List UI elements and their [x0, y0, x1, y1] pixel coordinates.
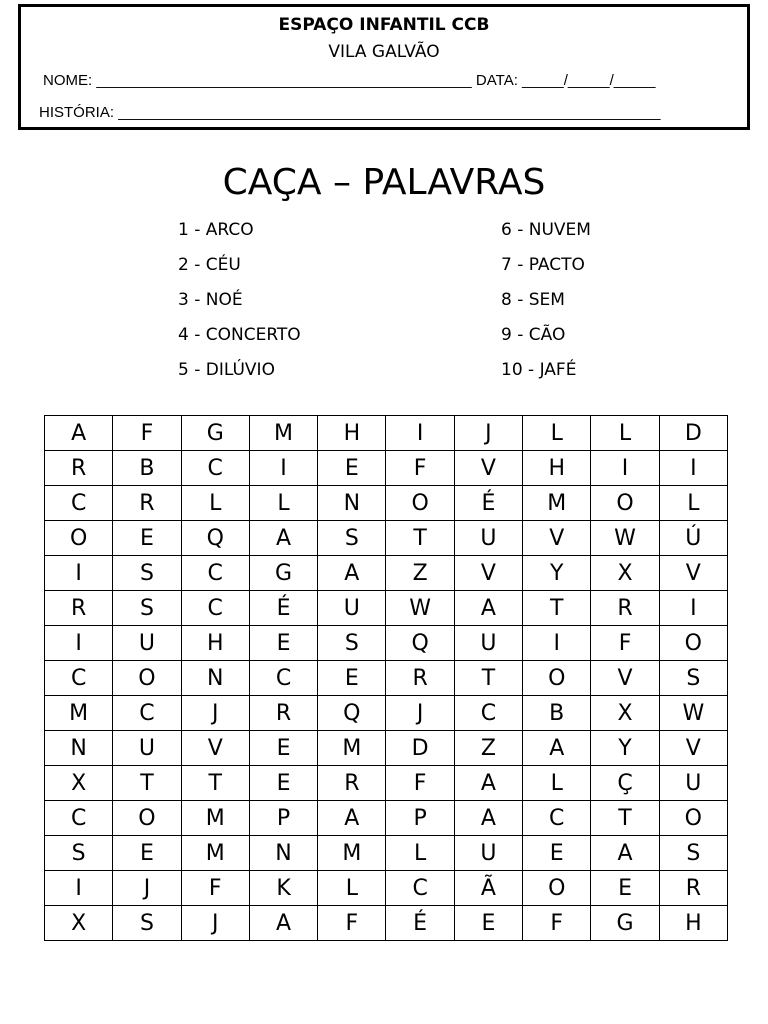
- grid-cell[interactable]: C: [45, 661, 113, 696]
- grid-cell[interactable]: É: [386, 906, 454, 941]
- grid-cell[interactable]: C: [249, 661, 317, 696]
- grid-cell[interactable]: V: [659, 731, 727, 766]
- grid-cell[interactable]: I: [45, 626, 113, 661]
- grid-cell[interactable]: L: [523, 416, 591, 451]
- grid-row: [45, 801, 728, 836]
- grid-cell[interactable]: T: [523, 591, 591, 626]
- word-list-item: 10 - JAFÉ: [501, 360, 577, 380]
- grid-cell[interactable]: Y: [523, 556, 591, 591]
- grid-cell[interactable]: R: [45, 591, 113, 626]
- grid-cell[interactable]: E: [318, 451, 386, 486]
- grid-cell[interactable]: E: [454, 906, 522, 941]
- grid-cell[interactable]: S: [318, 626, 386, 661]
- grid-row: [45, 696, 728, 731]
- grid-cell[interactable]: E: [113, 521, 181, 556]
- grid-cell[interactable]: H: [523, 451, 591, 486]
- grid-cell[interactable]: É: [454, 486, 522, 521]
- grid-cell[interactable]: O: [386, 486, 454, 521]
- grid-row: [45, 731, 728, 766]
- grid-cell[interactable]: Ú: [659, 521, 727, 556]
- grid-cell[interactable]: H: [659, 906, 727, 941]
- word-list-item: 7 - PACTO: [501, 255, 585, 275]
- grid-cell[interactable]: F: [591, 626, 659, 661]
- grid-cell[interactable]: R: [386, 661, 454, 696]
- grid-cell[interactable]: C: [181, 591, 249, 626]
- grid-cell[interactable]: A: [318, 556, 386, 591]
- grid-cell[interactable]: M: [318, 836, 386, 871]
- grid-cell[interactable]: U: [454, 836, 522, 871]
- date-label: DATA:: [475, 72, 518, 89]
- grid-cell[interactable]: C: [45, 801, 113, 836]
- grid-cell[interactable]: W: [659, 696, 727, 731]
- grid-cell[interactable]: E: [249, 626, 317, 661]
- grid-cell[interactable]: C: [45, 486, 113, 521]
- school-location: VILA GALVÃO: [328, 42, 440, 62]
- grid-cell[interactable]: C: [523, 801, 591, 836]
- grid-cell[interactable]: Ã: [454, 871, 522, 906]
- grid-cell[interactable]: A: [318, 801, 386, 836]
- grid-cell[interactable]: E: [523, 836, 591, 871]
- grid-row: [45, 871, 728, 906]
- grid-cell[interactable]: Z: [386, 556, 454, 591]
- grid-cell[interactable]: C: [386, 871, 454, 906]
- grid-cell[interactable]: B: [523, 696, 591, 731]
- grid-cell[interactable]: T: [591, 801, 659, 836]
- grid-cell[interactable]: A: [45, 416, 113, 451]
- grid-cell[interactable]: J: [181, 696, 249, 731]
- grid-cell[interactable]: N: [249, 836, 317, 871]
- grid-cell[interactable]: B: [113, 451, 181, 486]
- grid-cell[interactable]: U: [113, 626, 181, 661]
- grid-cell[interactable]: N: [181, 661, 249, 696]
- grid-cell[interactable]: S: [113, 591, 181, 626]
- grid-cell[interactable]: F: [386, 766, 454, 801]
- grid-cell[interactable]: U: [113, 731, 181, 766]
- grid-cell[interactable]: Q: [181, 521, 249, 556]
- grid-cell[interactable]: R: [45, 451, 113, 486]
- name-label: NOME:: [43, 72, 93, 89]
- grid-cell[interactable]: F: [318, 906, 386, 941]
- grid-cell[interactable]: W: [386, 591, 454, 626]
- grid-cell[interactable]: T: [386, 521, 454, 556]
- grid-cell[interactable]: T: [181, 766, 249, 801]
- grid-cell[interactable]: Z: [454, 731, 522, 766]
- grid-cell[interactable]: G: [181, 416, 249, 451]
- word-list-item: 2 - CÉU: [178, 255, 241, 275]
- grid-cell[interactable]: G: [591, 906, 659, 941]
- grid-cell[interactable]: O: [523, 661, 591, 696]
- grid-cell[interactable]: I: [386, 416, 454, 451]
- grid-cell[interactable]: R: [249, 696, 317, 731]
- grid-cell[interactable]: V: [591, 661, 659, 696]
- grid-cell[interactable]: O: [45, 521, 113, 556]
- word-list-item: 8 - SEM: [501, 290, 565, 310]
- grid-cell[interactable]: S: [659, 661, 727, 696]
- name-field[interactable]: _____________________________________________: [96, 72, 472, 89]
- grid-cell[interactable]: S: [45, 836, 113, 871]
- grid-cell[interactable]: J: [386, 696, 454, 731]
- word-list-item: 5 - DILÚVIO: [178, 360, 275, 380]
- grid-cell[interactable]: T: [454, 661, 522, 696]
- grid-cell[interactable]: A: [249, 521, 317, 556]
- grid-row: [45, 556, 728, 591]
- grid-cell[interactable]: L: [523, 766, 591, 801]
- grid-cell[interactable]: J: [113, 871, 181, 906]
- grid-row: [45, 451, 728, 486]
- story-row: [39, 104, 660, 121]
- grid-cell[interactable]: G: [249, 556, 317, 591]
- grid-row: [45, 661, 728, 696]
- grid-cell[interactable]: P: [249, 801, 317, 836]
- grid-cell[interactable]: I: [249, 451, 317, 486]
- grid-row: [45, 486, 728, 521]
- grid-cell[interactable]: R: [113, 486, 181, 521]
- grid-cell[interactable]: D: [659, 416, 727, 451]
- grid-cell[interactable]: J: [181, 906, 249, 941]
- grid-cell[interactable]: S: [113, 556, 181, 591]
- grid-cell[interactable]: S: [113, 906, 181, 941]
- grid-cell[interactable]: U: [454, 626, 522, 661]
- grid-cell[interactable]: X: [591, 696, 659, 731]
- grid-cell[interactable]: P: [386, 801, 454, 836]
- grid-cell[interactable]: Q: [386, 626, 454, 661]
- grid-row: [45, 836, 728, 871]
- grid-cell[interactable]: A: [454, 591, 522, 626]
- grid-cell[interactable]: U: [659, 766, 727, 801]
- name-date-row: [43, 72, 656, 89]
- grid-row: [45, 416, 728, 451]
- grid-cell[interactable]: O: [591, 486, 659, 521]
- grid-cell[interactable]: V: [454, 556, 522, 591]
- word-list-right: [501, 218, 591, 393]
- grid-cell[interactable]: Ç: [591, 766, 659, 801]
- grid-cell[interactable]: V: [181, 731, 249, 766]
- grid-cell[interactable]: V: [523, 521, 591, 556]
- grid-cell[interactable]: Q: [318, 696, 386, 731]
- grid-cell[interactable]: M: [181, 801, 249, 836]
- grid-cell[interactable]: F: [113, 416, 181, 451]
- grid-cell[interactable]: W: [591, 521, 659, 556]
- grid-cell[interactable]: R: [591, 591, 659, 626]
- grid-cell[interactable]: I: [45, 871, 113, 906]
- word-list-left: [178, 218, 301, 393]
- grid-row: [45, 591, 728, 626]
- grid-cell[interactable]: L: [181, 486, 249, 521]
- grid-cell[interactable]: A: [523, 731, 591, 766]
- grid-cell[interactable]: Y: [591, 731, 659, 766]
- grid-cell[interactable]: N: [45, 731, 113, 766]
- grid-row: [45, 906, 728, 941]
- grid-cell[interactable]: R: [659, 871, 727, 906]
- grid-cell[interactable]: O: [113, 801, 181, 836]
- word-search-grid: [44, 415, 728, 941]
- grid-cell[interactable]: X: [45, 906, 113, 941]
- grid-cell[interactable]: S: [659, 836, 727, 871]
- grid-cell[interactable]: I: [591, 451, 659, 486]
- grid-row: [45, 626, 728, 661]
- grid-cell[interactable]: É: [249, 591, 317, 626]
- grid-cell[interactable]: L: [591, 416, 659, 451]
- grid-cell[interactable]: F: [523, 906, 591, 941]
- grid-cell[interactable]: K: [249, 871, 317, 906]
- grid-cell[interactable]: E: [249, 731, 317, 766]
- grid-cell[interactable]: S: [318, 521, 386, 556]
- grid-cell[interactable]: I: [659, 451, 727, 486]
- grid-cell[interactable]: M: [249, 416, 317, 451]
- grid-row: [45, 766, 728, 801]
- grid-cell[interactable]: L: [659, 486, 727, 521]
- word-list-item: 1 - ARCO: [178, 220, 254, 240]
- grid-cell[interactable]: E: [318, 661, 386, 696]
- grid-cell[interactable]: O: [113, 661, 181, 696]
- word-list-item: 6 - NUVEM: [501, 220, 591, 240]
- grid-cell[interactable]: A: [591, 836, 659, 871]
- grid-cell[interactable]: M: [318, 731, 386, 766]
- grid-cell[interactable]: H: [318, 416, 386, 451]
- school-name: ESPAÇO INFANTIL CCB: [278, 15, 490, 35]
- grid-cell[interactable]: L: [249, 486, 317, 521]
- grid-cell[interactable]: I: [523, 626, 591, 661]
- grid-cell[interactable]: M: [523, 486, 591, 521]
- grid-cell[interactable]: U: [318, 591, 386, 626]
- story-label: HISTÓRIA:: [39, 104, 115, 121]
- page-title: CAÇA – PALAVRAS: [222, 162, 546, 203]
- word-list-item: 4 - CONCERTO: [178, 325, 301, 345]
- grid-cell[interactable]: A: [454, 801, 522, 836]
- grid-cell[interactable]: M: [181, 836, 249, 871]
- story-field[interactable]: _________________________________________________________________: [118, 104, 661, 121]
- grid-cell[interactable]: C: [181, 556, 249, 591]
- grid-cell[interactable]: R: [318, 766, 386, 801]
- word-list-item: 9 - CÃO: [501, 325, 566, 345]
- grid-cell[interactable]: I: [659, 591, 727, 626]
- grid-cell[interactable]: A: [249, 906, 317, 941]
- grid-cell[interactable]: N: [318, 486, 386, 521]
- grid-cell[interactable]: V: [454, 451, 522, 486]
- grid-cell[interactable]: D: [386, 731, 454, 766]
- grid-cell[interactable]: T: [113, 766, 181, 801]
- grid-cell[interactable]: O: [523, 871, 591, 906]
- grid-cell[interactable]: M: [45, 696, 113, 731]
- grid-cell[interactable]: E: [113, 836, 181, 871]
- header-box: [18, 4, 750, 130]
- word-list-item: 3 - NOÉ: [178, 290, 243, 310]
- grid-row: [45, 521, 728, 556]
- grid-cell[interactable]: F: [386, 451, 454, 486]
- grid-cell[interactable]: U: [454, 521, 522, 556]
- grid-cell[interactable]: C: [181, 451, 249, 486]
- grid-cell[interactable]: J: [454, 416, 522, 451]
- grid-cell[interactable]: F: [181, 871, 249, 906]
- grid-cell[interactable]: I: [45, 556, 113, 591]
- grid-cell[interactable]: E: [591, 871, 659, 906]
- grid-cell[interactable]: X: [45, 766, 113, 801]
- grid-cell[interactable]: C: [454, 696, 522, 731]
- grid-cell[interactable]: A: [454, 766, 522, 801]
- grid-cell[interactable]: L: [386, 836, 454, 871]
- grid-cell[interactable]: E: [249, 766, 317, 801]
- grid-cell[interactable]: C: [113, 696, 181, 731]
- grid-cell[interactable]: L: [318, 871, 386, 906]
- grid-cell[interactable]: O: [659, 626, 727, 661]
- grid-cell[interactable]: O: [659, 801, 727, 836]
- date-field[interactable]: _____/_____/_____: [522, 72, 656, 89]
- grid-cell[interactable]: H: [181, 626, 249, 661]
- grid-cell[interactable]: X: [591, 556, 659, 591]
- grid-cell[interactable]: V: [659, 556, 727, 591]
